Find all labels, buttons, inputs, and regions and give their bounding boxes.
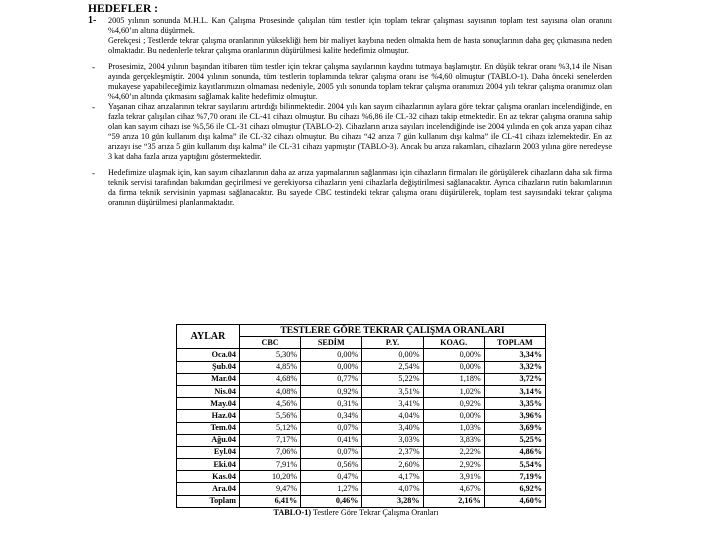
table-row [177,373,546,385]
value-cell: 0,00% [423,361,484,373]
table-row [177,349,546,361]
value-cell: 2,22% [423,446,484,458]
table-row [177,483,546,495]
value-cell: 3,40% [362,422,423,434]
month-cell: Ağu.04 [177,434,240,446]
paragraph: Yaşanan cihaz arızalarının tekrar sayılarını artırdığı bilinmektedir. 2004 yılı kan sayım cihazlarının aylara göre tekrar çalışma oranları incelendiğinde, en fazla tekrar çalışılan cihaz %7,70 oranı ile CL-41 cihazı olmuştur. Bu cihazı %6,86 ile CL-32 cihazı takip etmektedir. En az tekrar çalışma oranına sahip olan kan sayım cihazı ise %5,56 ile CL-31 cihazı olmuştur (TABLO-2). Cihazların arıza sayıları incelendiğinde ise 2004 yılında en çok arıza yapan cihaz “59 arıza 10 gün kullanım dışı kalma” ile CL-32 cihazı olmuştur. Bu cihazı “42 arıza 7 gün kullanım dışı kalma” ile CL-41 cihazı izlemektedir. En az arızayı ise “35 arıza 5 gün kullanım dışı kalma” ile CL-31 cihazı yapmıştır (TABLO-3). Ancak bu arıza rakamları, cihazların 2003 yılına göre neredeyse 3 kat daha fazla arıza yaptığını göstermektedir. [108,102,612,161]
value-cell: 3,41% [362,398,423,410]
total-cell: 4,60% [484,495,545,507]
table-row [177,446,546,458]
item-marker: - [92,62,95,72]
column-header-py: P.Y. [362,337,423,349]
month-cell: Şub.04 [177,361,240,373]
value-cell: 0,92% [301,385,362,397]
rates-table-block [176,324,546,518]
month-cell: Toplam [177,495,240,507]
month-cell: May.04 [177,398,240,410]
value-cell: 4,04% [362,410,423,422]
table-body [177,349,546,507]
month-cell: Eyl.04 [177,446,240,458]
value-cell: 0,07% [301,422,362,434]
total-cell: 3,34% [484,349,545,361]
value-cell: 9,47% [240,483,301,495]
value-cell: 0,07% [301,446,362,458]
page-heading: HEDEFLER : [88,3,158,15]
total-cell: 5,54% [484,459,545,471]
column-header-sedim: SEDİM [301,337,362,349]
month-cell: Nis.04 [177,385,240,397]
item-marker: - [92,102,95,112]
value-cell: 0,46% [301,495,362,507]
value-cell: 4,08% [240,385,301,397]
month-cell: Ara.04 [177,483,240,495]
group-header: TESTLERE GÖRE TEKRAR ÇALIŞMA ORANLARI [240,325,546,337]
month-cell: Mar.04 [177,373,240,385]
value-cell: 5,30% [240,349,301,361]
value-cell: 3,83% [423,434,484,446]
month-cell: Eki.04 [177,459,240,471]
bullet-item-4 [88,168,612,208]
bullet-item-2 [88,62,612,102]
value-cell: 0,92% [423,398,484,410]
paragraph: Prosesimiz, 2004 yılının başından itibaren tüm testler için tekrar çalışma sayılarının kaydını tutmaya başlamıştır. En düşük tekrar oranı %3,14 ile Nisan ayında gerçekleşmiştir. 2004 yılının sonunda, tüm testlerin toplamında tekrar çalışma oranı ise %4,60 olmuştur (TABLO-1). Daha önceki senelerden mukayese yapabileceğimiz kayıtlarımızın olmaması nedeniyle, 2005 yılı sonunda toplam tekrar çalışma oranımızı 2004 yılı tekrar çalışma oranımız olan %4,60’ın altında çıkmasını sağlamak kalite hedefimiz olmuştur. [108,62,612,101]
value-cell: 4,85% [240,361,301,373]
value-cell: 3,03% [362,434,423,446]
value-cell: 4,07% [362,483,423,495]
table-row [177,398,546,410]
value-cell: 5,22% [362,373,423,385]
item-marker: 1- [88,15,97,26]
paragraph: 2005 yılının sonunda M.H.L. Kan Çalışma Prosesinde çalışılan tüm testler için toplam tekrar çalışması sayısının toplam test sayısına olan oranını %4,60’ın altına düşürmek. [108,16,612,35]
value-cell: 2,54% [362,361,423,373]
caption-text: Testlere Göre Tekrar Çalışma Oranları [311,507,439,517]
table-row [177,459,546,471]
value-cell: 0,47% [301,471,362,483]
table-row [177,434,546,446]
value-cell: 6,41% [240,495,301,507]
table-row [177,361,546,373]
month-cell: Haz.04 [177,410,240,422]
value-cell: 2,60% [362,459,423,471]
value-cell: 0,00% [301,349,362,361]
value-cell: 2,16% [423,495,484,507]
total-cell: 5,25% [484,434,545,446]
value-cell: 0,31% [301,398,362,410]
table-row [177,385,546,397]
value-cell: 7,91% [240,459,301,471]
value-cell: 5,12% [240,422,301,434]
value-cell: 0,00% [423,410,484,422]
total-cell: 3,35% [484,398,545,410]
value-cell: 7,17% [240,434,301,446]
value-cell: 1,03% [423,422,484,434]
table-row [177,410,546,422]
value-cell: 2,92% [423,459,484,471]
item-marker: - [92,168,95,178]
goal-item-1 [88,16,612,56]
total-cell: 3,96% [484,410,545,422]
value-cell: 5,56% [240,410,301,422]
value-cell: 10,20% [240,471,301,483]
total-cell: 6,92% [484,483,545,495]
value-cell: 4,68% [240,373,301,385]
value-cell: 4,17% [362,471,423,483]
total-row [177,495,546,507]
bullet-item-3 [88,102,612,162]
value-cell: 0,00% [301,361,362,373]
total-cell: 4,86% [484,446,545,458]
value-cell: 4,67% [423,483,484,495]
value-cell: 0,77% [301,373,362,385]
value-cell: 3,28% [362,495,423,507]
total-cell: 3,69% [484,422,545,434]
value-cell: 0,34% [301,410,362,422]
value-cell: 1,27% [301,483,362,495]
value-cell: 0,56% [301,459,362,471]
paragraph: Hedefimize ulaşmak için, kan sayım cihazlarının daha az arıza yapmalarının sağlanması için cihazların firmaları ile görüşülerek cihazların daha sık firma teknik servisi tarafından bakımdan geçirilmesi ve gerekiyorsa cihazların yeni cihazlarla değiştirilmesi sağlanacaktır. Ayrıca cihazların rutin bakımlarının da firma teknik servisinin yapması sağlanacaktır. Bu sayede CBC testindeki tekrar çalışma oranı düşürülerek, toplam test sayısındaki tekrar çalışma oranının düşürülmesi planlanmaktadır. [108,168,612,207]
month-cell: Oca.04 [177,349,240,361]
column-header-cbc: CBC [240,337,301,349]
total-cell: 3,72% [484,373,545,385]
caption-label: TABLO-1) [273,507,312,517]
value-cell: 0,41% [301,434,362,446]
column-header-toplam: TOPLAM [484,337,545,349]
value-cell: 4,56% [240,398,301,410]
column-header-koag: KOAG. [423,337,484,349]
rates-table [176,324,546,508]
value-cell: 3,91% [423,471,484,483]
table-row [177,422,546,434]
total-cell: 3,32% [484,361,545,373]
month-cell: Kas.04 [177,471,240,483]
value-cell: 0,00% [423,349,484,361]
value-cell: 0,00% [362,349,423,361]
value-cell: 3,51% [362,385,423,397]
month-cell: Tem.04 [177,422,240,434]
value-cell: 2,37% [362,446,423,458]
paragraph-rationale: Gerekçesi ; Testlerde tekrar çalışma oranlarının yüksekliği hem bir maliyet kaybına neden olmakta hem de hasta sonuçlarının daha geç çıkmasına neden olmaktadır. Bu nedenlerle tekrar çalışma oranlarının düşürülmesi kalite hedefimiz olmuştur. [108,36,612,55]
months-header: AYLAR [177,325,240,349]
value-cell: 7,06% [240,446,301,458]
total-cell: 7,19% [484,471,545,483]
table-row [177,471,546,483]
value-cell: 1,02% [423,385,484,397]
total-cell: 3,14% [484,385,545,397]
table-caption [166,508,546,518]
value-cell: 1,18% [423,373,484,385]
